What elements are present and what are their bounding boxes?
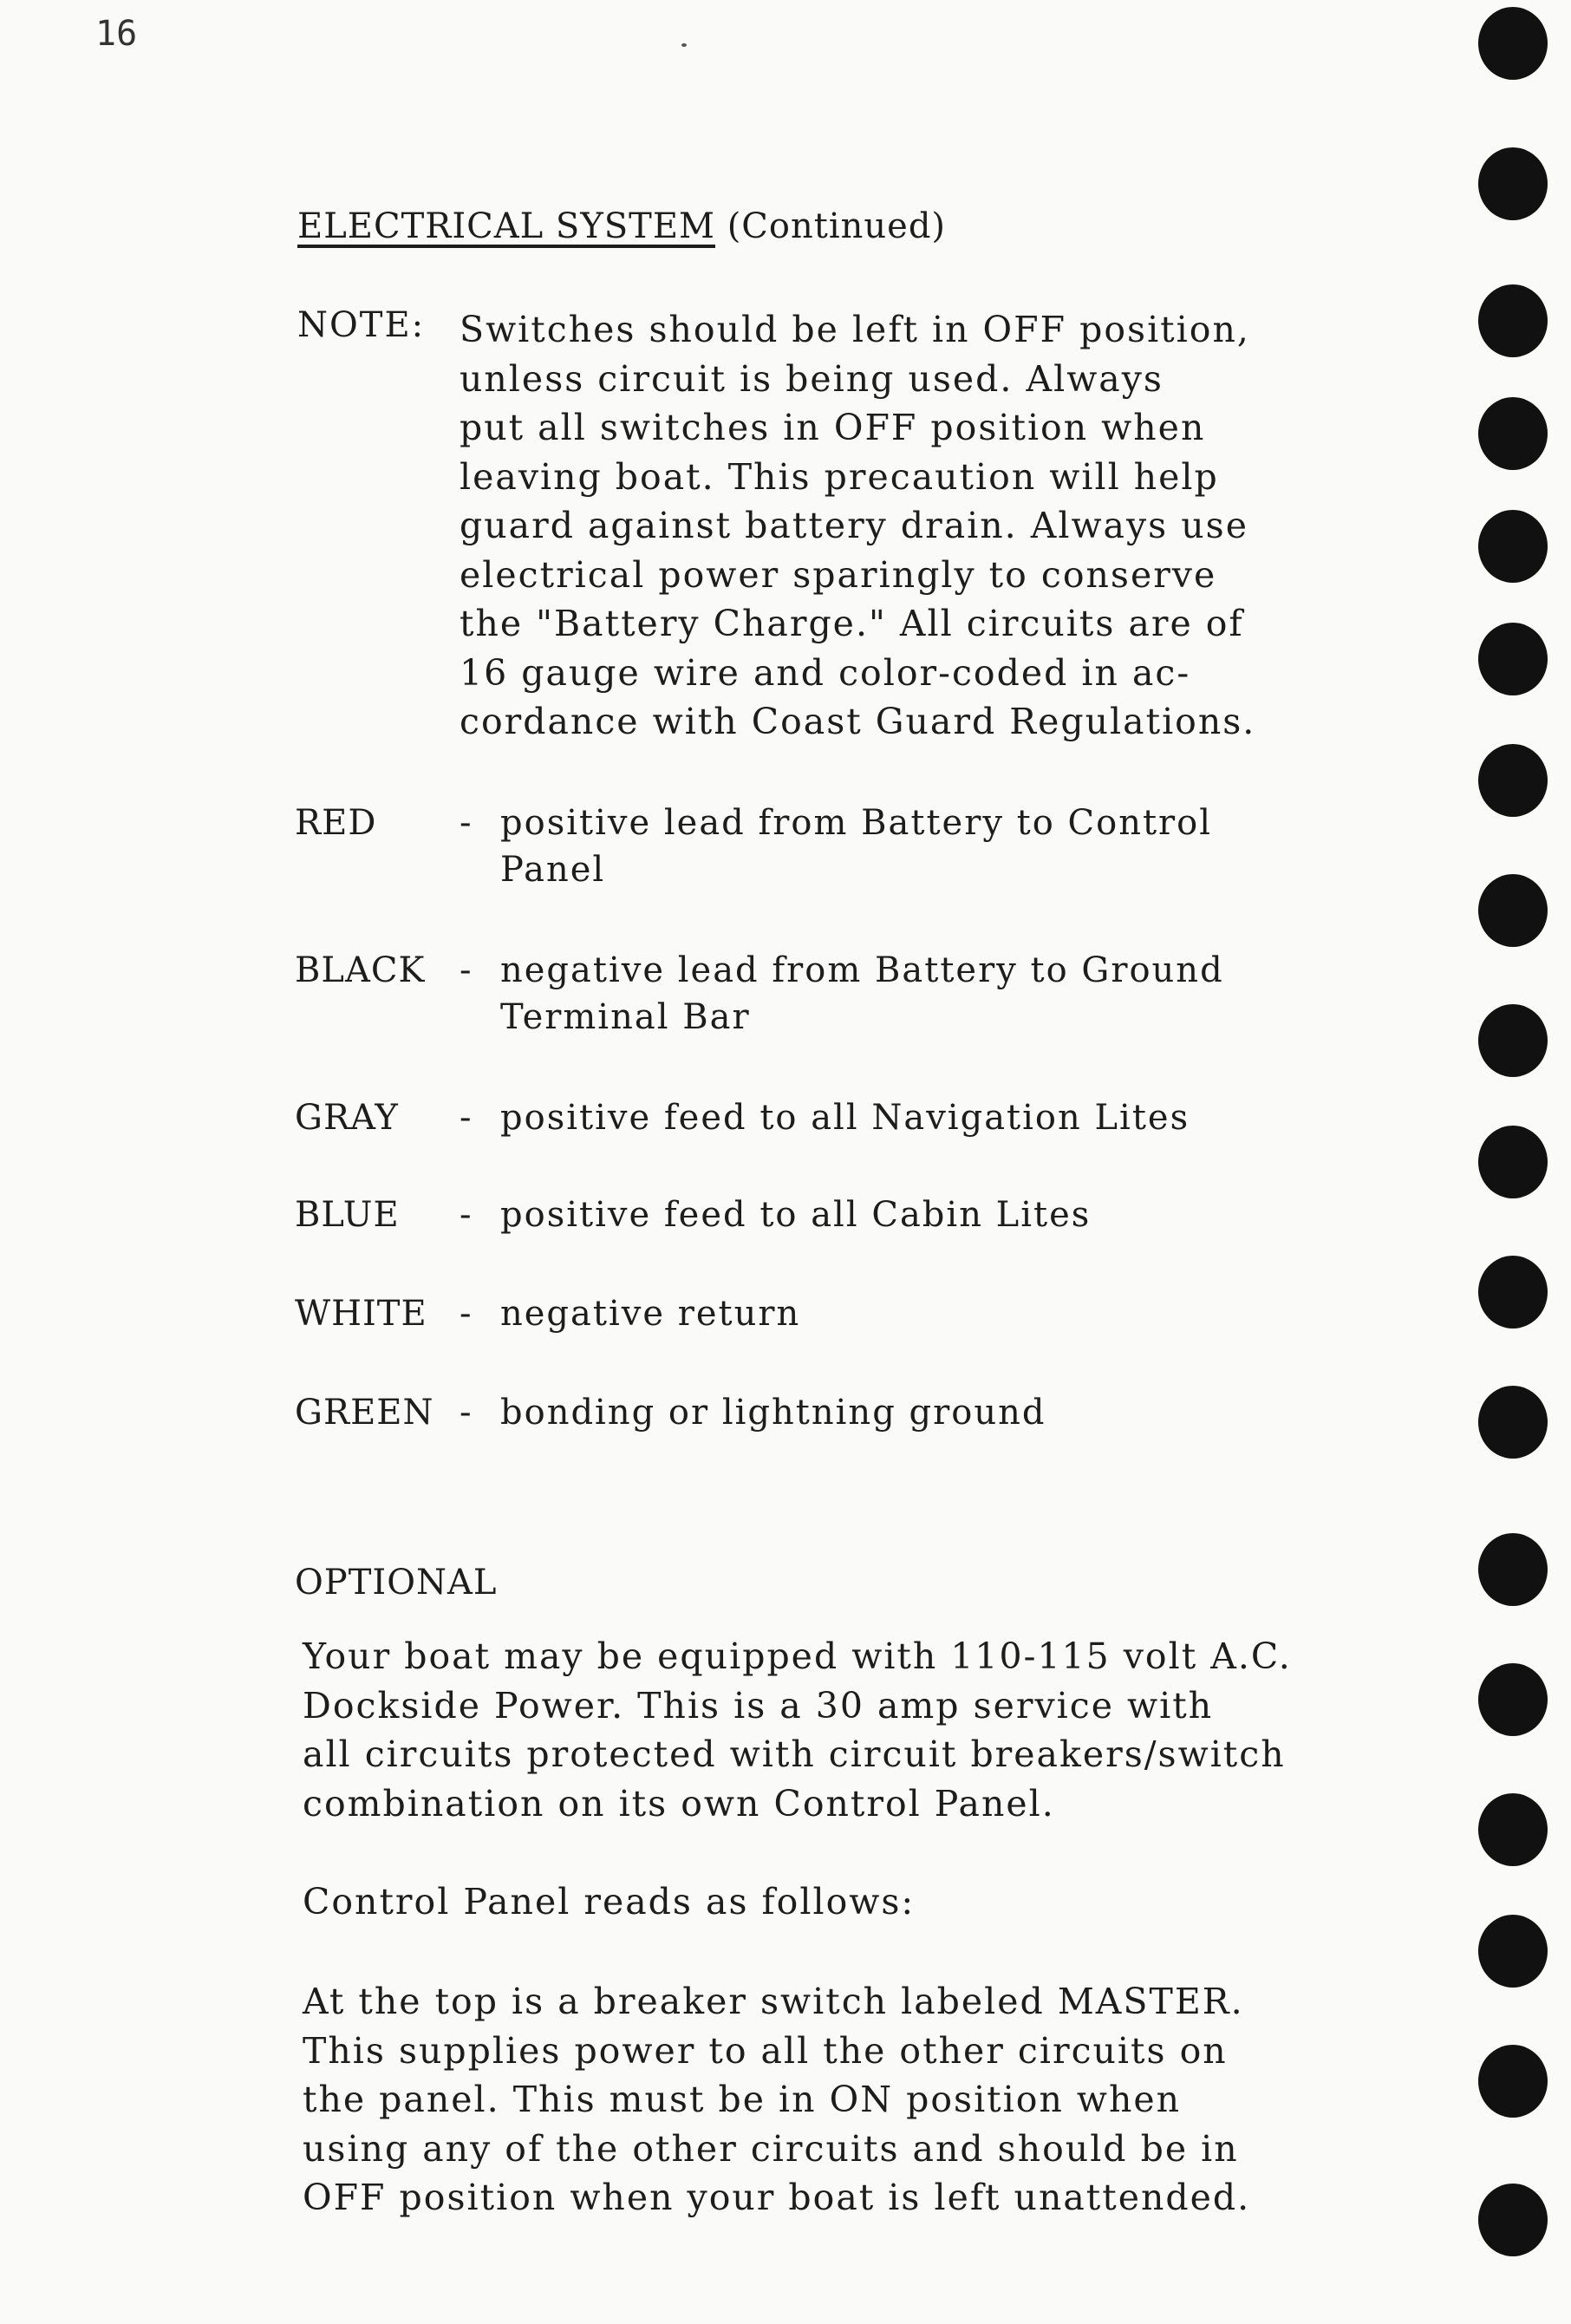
heading-suffix: (Continued) <box>727 206 947 246</box>
binding-hole <box>1478 7 1548 80</box>
wire-color-label: GREEN <box>295 1393 434 1433</box>
binding-hole <box>1478 1533 1548 1606</box>
note-line: leaving boat. This precaution will help <box>460 455 1219 498</box>
paragraph-line: the panel. This must be in ON position when <box>303 2079 1182 2120</box>
paragraph-line: combination on its own Control Panel. <box>303 1782 1055 1825</box>
wire-color-dash: - <box>460 1195 472 1235</box>
paragraph-line: This supplies power to all the other circuits on <box>303 2029 1228 2072</box>
description-line: positive feed to all Navigation Lites <box>500 1098 1190 1138</box>
binding-hole <box>1478 1004 1548 1077</box>
wire-color-dash: - <box>460 803 472 843</box>
binding-hole <box>1478 284 1548 357</box>
control-panel-intro <box>303 1877 1430 1927</box>
note-line: cordance with Coast Guard Regulations. <box>460 701 1256 742</box>
paragraph-line: Dockside Power. This is a 30 amp service with <box>303 1684 1214 1727</box>
wire-color-label: GRAY <box>295 1098 399 1138</box>
note-line: Switches should be left in OFF position, <box>460 309 1250 350</box>
wire-color-dash: - <box>460 1098 472 1138</box>
binding-hole <box>1478 147 1548 220</box>
note-line: guard against battery drain. Always use <box>460 505 1248 546</box>
wire-color-dash: - <box>460 1393 472 1433</box>
description-line: positive feed to all Cabin Lites <box>500 1195 1092 1235</box>
page-number: 16 <box>95 14 138 54</box>
wire-color-description <box>500 1094 1367 1141</box>
wire-color-description <box>500 947 1367 1041</box>
note-line: unless circuit is being used. Always <box>460 357 1164 400</box>
wire-color-label: RED <box>295 803 377 843</box>
description-line: negative lead from Battery to Ground <box>500 950 1224 990</box>
paragraph-line: using any of the other circuits and should be in <box>303 2127 1239 2170</box>
binding-hole <box>1478 397 1548 470</box>
wire-color-description <box>500 800 1367 893</box>
description-line: Panel <box>500 850 606 890</box>
note-line: 16 gauge wire and color-coded in ac- <box>460 651 1191 694</box>
binding-hole <box>1478 744 1548 817</box>
ink-speck <box>681 43 687 47</box>
note-line: the "Battery Charge." All circuits are of <box>460 603 1244 644</box>
paragraph-line: OFF position when your boat is left unattended. <box>303 2177 1251 2218</box>
wire-color-description <box>500 1191 1367 1238</box>
binding-hole <box>1478 1663 1548 1736</box>
binding-hole <box>1478 874 1548 947</box>
paragraph-line: At the top is a breaker switch labeled MASTER. <box>303 1981 1244 2022</box>
paragraph-line: Your boat may be equipped with 110-115 volt A.C. <box>303 1635 1292 1677</box>
binding-hole <box>1478 510 1548 583</box>
wire-color-dash: - <box>460 1294 472 1334</box>
note-line: put all switches in OFF position when <box>460 407 1206 448</box>
wire-color-description <box>500 1290 1367 1337</box>
note-body <box>460 305 1396 747</box>
binding-hole <box>1478 2184 1548 2256</box>
wire-color-label: BLUE <box>295 1195 400 1235</box>
binding-hole <box>1478 1126 1548 1198</box>
heading-title: ELECTRICAL SYSTEM <box>297 206 715 246</box>
paragraph-line: Control Panel reads as follows: <box>303 1881 916 1923</box>
optional-title: OPTIONAL <box>295 1563 498 1603</box>
description-line: positive lead from Battery to Control <box>500 803 1213 843</box>
binding-hole <box>1478 1386 1548 1459</box>
binding-hole <box>1478 2045 1548 2118</box>
description-line: negative return <box>500 1294 801 1334</box>
binding-hole <box>1478 1793 1548 1866</box>
note-line: electrical power sparingly to conserve <box>460 553 1217 596</box>
description-line: Terminal Bar <box>500 997 751 1037</box>
wire-color-label: WHITE <box>295 1294 427 1334</box>
master-switch-paragraph <box>303 1977 1430 2223</box>
description-line: bonding or lightning ground <box>500 1393 1046 1433</box>
wire-color-label: BLACK <box>295 950 426 990</box>
section-heading <box>297 206 946 246</box>
note-label: NOTE: <box>297 305 426 345</box>
binding-hole <box>1478 1915 1548 1988</box>
dockside-power-paragraph <box>303 1632 1430 1828</box>
paragraph-line: all circuits protected with circuit breakers/switch <box>303 1733 1286 1775</box>
binding-hole <box>1478 623 1548 695</box>
wire-color-description <box>500 1389 1367 1436</box>
binding-hole <box>1478 1256 1548 1328</box>
wire-color-dash: - <box>460 950 472 990</box>
